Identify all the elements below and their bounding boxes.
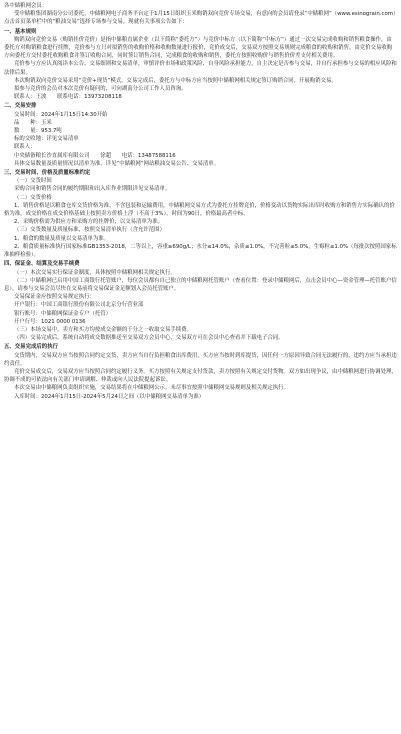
section-line: 1、粮食的数量及质量以交易清单为准。: [14, 235, 110, 242]
section-line: 标的交收地：详见交易清单: [14, 136, 79, 143]
rules-paragraph-3: 本次购销双向竞价交易采用“竞价+现货”模式，交易完成后，委托方与中标方应当按照中储粮网相关规定签订购销合同，开展购销交易。: [14, 77, 337, 84]
section-line: （三）交货数量及质量标准，按照交易清单执行（含允许范围）: [14, 227, 165, 234]
section-line: 采购合同和销售合同的履约期限和出入库作业期限详见交易清单。: [14, 186, 171, 193]
intro-paragraph: 受中储粮集团湖南分公司委托，中储粮网电子商务平台定于1月15日组织玉米购销双向竞价专场交易，有意向的会员请登录“中储粮网”（www.esinograin.com）点击首页菜单栏中的“粮油交易”选择专场参与交易。现就有关事项公告如下：: [4, 11, 396, 26]
section-line: （二）交货价格: [14, 194, 52, 201]
section-heading: 三、交易时间、价格及质量标准约定: [4, 170, 91, 177]
section-line: 本次交易由中储粮网负责组织实施，交易结果将在中储粮网公示。未尽事宜按照中储粮网交易规则及相关规定执行。: [14, 385, 289, 392]
section-line: 1、销售价格是以粮食仓库交货价格为准，不含包装和运输费用，中储粮网交易方式为委托方挂牌竞价，价格变动以货物实际出库时收购方和销售方实际确认的价格为准，成交价格在成交价格基础上按照卖方价格上浮（不高于3%），时间为90日，价格最高者中标。: [4, 202, 395, 218]
section-heading: 五、交易完成后的执行: [4, 344, 58, 351]
contact-line: 联系人：王波 联系电话：13973208118: [14, 94, 122, 101]
section-line: 交易保证金应按照交易规定执行：: [14, 294, 95, 301]
section-heading: 二、交易安排: [4, 103, 37, 110]
section-line: 品 种：玉米: [14, 119, 52, 126]
section-line: （一）本次交易实行保证金制度，具体按照中储粮网相关规定执行。: [14, 269, 176, 276]
rules-paragraph-4: 拟参与竞价的会员对本次竞价有疑问的，可向湖南分公司工作人员咨询。: [14, 86, 187, 93]
section-line: （一）交货时间: [14, 178, 52, 185]
section-line: 开户行号：1021 0000 0136: [14, 318, 86, 325]
section-line: 交易时间：2024年1月15日14:30开始: [14, 111, 108, 118]
section-line: 入库时间：2024年1月15日-2024年5月24日之间（以中储粮网交易清单为准）: [14, 393, 205, 400]
greeting: 各中储粮网会员：: [4, 3, 48, 9]
section-line: 交货期内，交易双方应当按照合同约定交货，卖方应当自行负担粮食出库费用，买方应当按时到库提货，因任何一方原因导致合同无法履行的，违约方应当承担违约责任。: [4, 352, 397, 367]
section-heading-basic-rules: 一、基本规则: [4, 28, 37, 35]
section-line: 2、采购价格需为供应方和采购方的挂牌价，以交易清单为准。: [14, 219, 163, 226]
section-line: 数 量：953.7吨: [14, 128, 62, 135]
rules-paragraph-2: 竞价参与方应认真阅读本公告、交易细则和交易清单，审慎评价市场和政策风险、自身风险承担能力，自主决定是否参与交易，并自行承担参与交易的相应风险和法律后果。: [4, 61, 397, 76]
section-heading: 四、保证金、结算及交易手续费: [4, 261, 80, 268]
section-line: （二）中储粮网已启用中国工商银行托管账户，每位会员都有自己独立的中储粮网托管账户（查看位置：登录中储粮网后，点击会员中心—资金管理—托管账户信息），请参与交易会员尽快在交易前将交易保证金足额划入会员托管账户。: [4, 277, 397, 292]
section-line: 银行账号：中储粮网保证金专户（托管）: [14, 310, 112, 317]
section-line: 2、粮食质量标准执行国家标准GB1353-2018，二等以上，容重≥690g/L；水分≤14.0%，杂质≤1.0%，不完善粒≤5.0%，生霉粒≤1.0%（每批次按照国家标准抽样检验）。: [4, 243, 397, 259]
section-line: 开户银行：中国工商银行股份有限公司北京分行营业部: [14, 302, 144, 309]
section-line: 联系人：: [14, 144, 36, 151]
section-line: （四）交易完成后，系统自动将成交数据推送至交易双方会员中心，交易双方可在会员中心查看并下载电子合同。: [14, 335, 284, 342]
sections-container: [4, 102, 397, 400]
rules-paragraph-1: 购销双向竞价交易（购销挂价竞价）是指中储粮直属企业（以下简称“委托方”）与竞价中标方（以下简称“中标方”）通过一次交易完成收购和销售粮食操作，由委托方对购销粮食进行挂牌，竞价参与方只对拟销售的收购价格和收购数量进行报价，竞价成交后，交易双方按照交易规则完成粮食的收购和销售。由竞价交易收购方向委托方交付委托收购粮食并签订收购合同，同时签订销售合同，完成粮食的收购和销售，委托方按照收购价与销售价价差支付相关费用。: [4, 36, 393, 60]
section-line: （三）本场交易中，卖方和买方均按成交金额的千分之一收取交易手续费。: [14, 326, 192, 333]
section-line: 中央储备粮长沙直属库有限公司 徐超 电话：13487588116: [14, 152, 176, 159]
section-line: 竞价交易成交后，交易双方应当按照合同约定履行义务。买方按照有关规定支付货款，卖方按照有关规定交付货物。双方如出现争议，由中储粮网进行协调处理，协调不成的可依法向有关部门申请调解、仲裁或向人民法院提起诉讼。: [4, 368, 397, 384]
section-line: 具体交易数量及质量情况以清单为准，详见“中储粮网”网站粮油交易公告、交易清单。: [14, 160, 220, 167]
